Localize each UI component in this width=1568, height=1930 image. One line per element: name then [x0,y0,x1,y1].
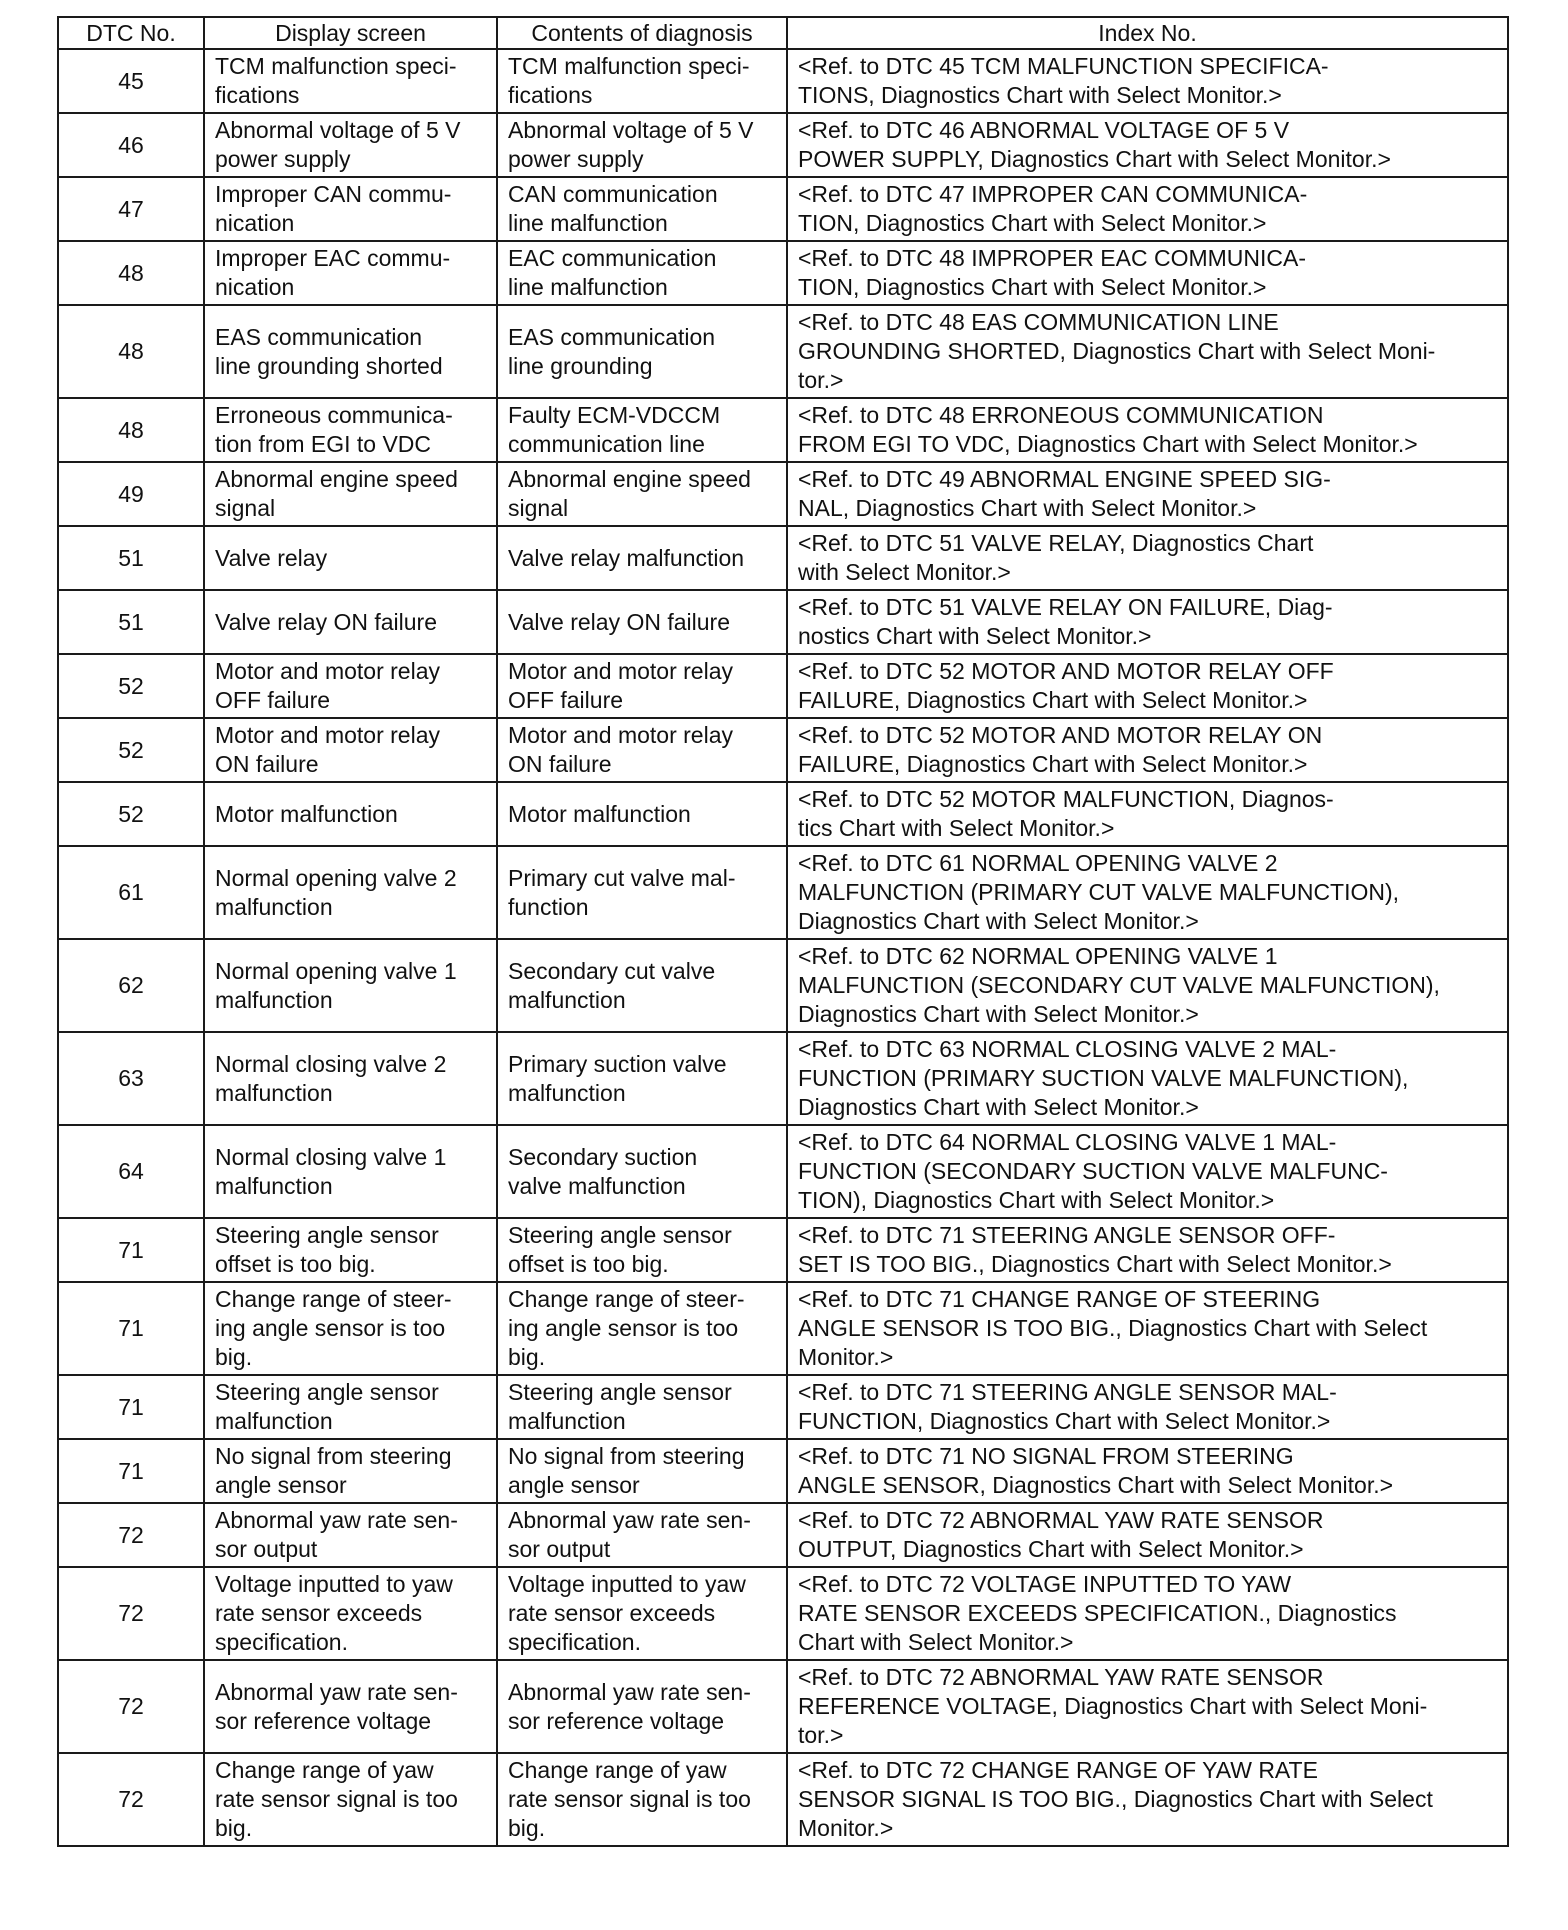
table-row [58,462,1508,526]
table-row [58,526,1508,590]
display-screen-cell: Change range of steer- ing angle sensor is too big. [204,1282,497,1375]
display-screen-cell: No signal from steering angle sensor [204,1439,497,1503]
table-row [58,177,1508,241]
dtc-number-cell: 64 [58,1125,204,1218]
contents-of-diagnosis-cell: Steering angle sensor malfunction [497,1375,787,1439]
index-no-cell: <Ref. to DTC 52 MOTOR AND MOTOR RELAY OFF FAILURE, Diagnostics Chart with Select Monitor.> [787,654,1508,718]
contents-of-diagnosis-cell: Primary cut valve mal- function [497,846,787,939]
contents-of-diagnosis-cell: Valve relay ON failure [497,590,787,654]
index-no-cell: <Ref. to DTC 51 VALVE RELAY ON FAILURE, Diag- nostics Chart with Select Monitor.> [787,590,1508,654]
index-no-cell: <Ref. to DTC 52 MOTOR AND MOTOR RELAY ON FAILURE, Diagnostics Chart with Select Monitor.> [787,718,1508,782]
contents-of-diagnosis-cell: Motor malfunction [497,782,787,846]
dtc-number-cell: 48 [58,241,204,305]
index-no-cell: <Ref. to DTC 63 NORMAL CLOSING VALVE 2 MAL- FUNCTION (PRIMARY SUCTION VALVE MALFUNCTION), Diagnostics Chart with Select Monitor.> [787,1032,1508,1125]
index-no-cell: <Ref. to DTC 62 NORMAL OPENING VALVE 1 MALFUNCTION (SECONDARY CUT VALVE MALFUNCTION), Diagnostics Chart with Select Monitor.> [787,939,1508,1032]
dtc-number-cell: 45 [58,49,204,113]
contents-of-diagnosis-cell: Secondary suction valve malfunction [497,1125,787,1218]
dtc-number-cell: 61 [58,846,204,939]
display-screen-cell: Steering angle sensor malfunction [204,1375,497,1439]
dtc-number-cell: 49 [58,462,204,526]
dtc-number-cell: 72 [58,1753,204,1846]
contents-of-diagnosis-cell: EAS communication line grounding [497,305,787,398]
index-no-cell: <Ref. to DTC 71 STEERING ANGLE SENSOR MAL- FUNCTION, Diagnostics Chart with Select Monitor.> [787,1375,1508,1439]
index-no-cell: <Ref. to DTC 71 NO SIGNAL FROM STEERING ANGLE SENSOR, Diagnostics Chart with Select Monitor.> [787,1439,1508,1503]
table-body [58,49,1508,1846]
table-row [58,782,1508,846]
table-row [58,398,1508,462]
index-no-cell: <Ref. to DTC 48 IMPROPER EAC COMMUNICA- TION, Diagnostics Chart with Select Monitor.> [787,241,1508,305]
contents-of-diagnosis-cell: Abnormal yaw rate sen- sor reference voltage [497,1660,787,1753]
display-screen-cell: TCM malfunction speci- fications [204,49,497,113]
dtc-number-cell: 71 [58,1375,204,1439]
index-no-cell: <Ref. to DTC 48 ERRONEOUS COMMUNICATION FROM EGI TO VDC, Diagnostics Chart with Select Monitor.> [787,398,1508,462]
header-index-no: Index No. [787,17,1508,49]
index-no-cell: <Ref. to DTC 71 CHANGE RANGE OF STEERING ANGLE SENSOR IS TOO BIG., Diagnostics Chart with Select Monitor.> [787,1282,1508,1375]
table-row [58,1125,1508,1218]
dtc-number-cell: 63 [58,1032,204,1125]
header-display-screen: Display screen [204,17,497,49]
contents-of-diagnosis-cell: Voltage inputted to yaw rate sensor exceeds specification. [497,1567,787,1660]
display-screen-cell: Voltage inputted to yaw rate sensor exceeds specification. [204,1567,497,1660]
table-row [58,305,1508,398]
table-row [58,1282,1508,1375]
contents-of-diagnosis-cell: CAN communication line malfunction [497,177,787,241]
contents-of-diagnosis-cell: Abnormal yaw rate sen- sor output [497,1503,787,1567]
display-screen-cell: Change range of yaw rate sensor signal is too big. [204,1753,497,1846]
contents-of-diagnosis-cell: TCM malfunction speci- fications [497,49,787,113]
table-row [58,1753,1508,1846]
display-screen-cell: Normal opening valve 1 malfunction [204,939,497,1032]
dtc-number-cell: 48 [58,398,204,462]
contents-of-diagnosis-cell: Motor and motor relay OFF failure [497,654,787,718]
table-row [58,1032,1508,1125]
display-screen-cell: Motor malfunction [204,782,497,846]
display-screen-cell: Normal opening valve 2 malfunction [204,846,497,939]
header-contents-of-diagnosis: Contents of diagnosis [497,17,787,49]
table-row [58,1503,1508,1567]
display-screen-cell: Abnormal engine speed signal [204,462,497,526]
index-no-cell: <Ref. to DTC 64 NORMAL CLOSING VALVE 1 MAL- FUNCTION (SECONDARY SUCTION VALVE MALFUNC- TION), Diagnostics Chart with Select Monitor.> [787,1125,1508,1218]
index-no-cell: <Ref. to DTC 45 TCM MALFUNCTION SPECIFICA- TIONS, Diagnostics Chart with Select Monitor.> [787,49,1508,113]
dtc-number-cell: 46 [58,113,204,177]
table-row [58,1218,1508,1282]
contents-of-diagnosis-cell: Faulty ECM-VDCCM communication line [497,398,787,462]
display-screen-cell: Steering angle sensor offset is too big. [204,1218,497,1282]
dtc-number-cell: 62 [58,939,204,1032]
contents-of-diagnosis-cell: Change range of yaw rate sensor signal is too big. [497,1753,787,1846]
table-row [58,846,1508,939]
display-screen-cell: Motor and motor relay OFF failure [204,654,497,718]
dtc-number-cell: 71 [58,1218,204,1282]
display-screen-cell: Improper EAC commu- nication [204,241,497,305]
dtc-number-cell: 52 [58,782,204,846]
display-screen-cell: Normal closing valve 1 malfunction [204,1125,497,1218]
index-no-cell: <Ref. to DTC 72 ABNORMAL YAW RATE SENSOR REFERENCE VOLTAGE, Diagnostics Chart with Select Moni- tor.> [787,1660,1508,1753]
table-row [58,654,1508,718]
display-screen-cell: EAS communication line grounding shorted [204,305,497,398]
display-screen-cell: Abnormal voltage of 5 V power supply [204,113,497,177]
table-row [58,1567,1508,1660]
dtc-number-cell: 51 [58,526,204,590]
dtc-table [57,16,1509,1847]
contents-of-diagnosis-cell: EAC communication line malfunction [497,241,787,305]
index-no-cell: <Ref. to DTC 52 MOTOR MALFUNCTION, Diagnos- tics Chart with Select Monitor.> [787,782,1508,846]
contents-of-diagnosis-cell: No signal from steering angle sensor [497,1439,787,1503]
contents-of-diagnosis-cell: Valve relay malfunction [497,526,787,590]
index-no-cell: <Ref. to DTC 61 NORMAL OPENING VALVE 2 MALFUNCTION (PRIMARY CUT VALVE MALFUNCTION), Diagnostics Chart with Select Monitor.> [787,846,1508,939]
dtc-number-cell: 71 [58,1282,204,1375]
index-no-cell: <Ref. to DTC 51 VALVE RELAY, Diagnostics Chart with Select Monitor.> [787,526,1508,590]
dtc-number-cell: 47 [58,177,204,241]
dtc-number-cell: 72 [58,1567,204,1660]
table-row [58,1439,1508,1503]
dtc-number-cell: 51 [58,590,204,654]
table-row [58,113,1508,177]
display-screen-cell: Abnormal yaw rate sen- sor output [204,1503,497,1567]
table-row [58,241,1508,305]
display-screen-cell: Normal closing valve 2 malfunction [204,1032,497,1125]
table-row [58,1660,1508,1753]
index-no-cell: <Ref. to DTC 72 CHANGE RANGE OF YAW RATE SENSOR SIGNAL IS TOO BIG., Diagnostics Chart with Select Monitor.> [787,1753,1508,1846]
index-no-cell: <Ref. to DTC 49 ABNORMAL ENGINE SPEED SIG- NAL, Diagnostics Chart with Select Monitor.> [787,462,1508,526]
dtc-number-cell: 52 [58,718,204,782]
display-screen-cell: Valve relay [204,526,497,590]
contents-of-diagnosis-cell: Primary suction valve malfunction [497,1032,787,1125]
index-no-cell: <Ref. to DTC 71 STEERING ANGLE SENSOR OFF- SET IS TOO BIG., Diagnostics Chart with Select Monitor.> [787,1218,1508,1282]
dtc-number-cell: 72 [58,1503,204,1567]
display-screen-cell: Abnormal yaw rate sen- sor reference voltage [204,1660,497,1753]
contents-of-diagnosis-cell: Change range of steer- ing angle sensor is too big. [497,1282,787,1375]
contents-of-diagnosis-cell: Secondary cut valve malfunction [497,939,787,1032]
header-row [58,17,1508,49]
contents-of-diagnosis-cell: Abnormal voltage of 5 V power supply [497,113,787,177]
contents-of-diagnosis-cell: Abnormal engine speed signal [497,462,787,526]
index-no-cell: <Ref. to DTC 72 VOLTAGE INPUTTED TO YAW RATE SENSOR EXCEEDS SPECIFICATION., Diagnostics Chart with Select Monitor.> [787,1567,1508,1660]
index-no-cell: <Ref. to DTC 46 ABNORMAL VOLTAGE OF 5 V POWER SUPPLY, Diagnostics Chart with Select Monitor.> [787,113,1508,177]
table-row [58,49,1508,113]
table-row [58,718,1508,782]
index-no-cell: <Ref. to DTC 48 EAS COMMUNICATION LINE GROUNDING SHORTED, Diagnostics Chart with Select Moni- tor.> [787,305,1508,398]
table-row [58,1375,1508,1439]
table-row [58,590,1508,654]
index-no-cell: <Ref. to DTC 47 IMPROPER CAN COMMUNICA- TION, Diagnostics Chart with Select Monitor.> [787,177,1508,241]
display-screen-cell: Valve relay ON failure [204,590,497,654]
display-screen-cell: Improper CAN commu- nication [204,177,497,241]
display-screen-cell: Erroneous communica- tion from EGI to VDC [204,398,497,462]
display-screen-cell: Motor and motor relay ON failure [204,718,497,782]
contents-of-diagnosis-cell: Motor and motor relay ON failure [497,718,787,782]
dtc-number-cell: 48 [58,305,204,398]
table-row [58,939,1508,1032]
header-dtc-no: DTC No. [58,17,204,49]
dtc-number-cell: 52 [58,654,204,718]
contents-of-diagnosis-cell: Steering angle sensor offset is too big. [497,1218,787,1282]
dtc-number-cell: 72 [58,1660,204,1753]
dtc-number-cell: 71 [58,1439,204,1503]
index-no-cell: <Ref. to DTC 72 ABNORMAL YAW RATE SENSOR OUTPUT, Diagnostics Chart with Select Monitor.> [787,1503,1508,1567]
